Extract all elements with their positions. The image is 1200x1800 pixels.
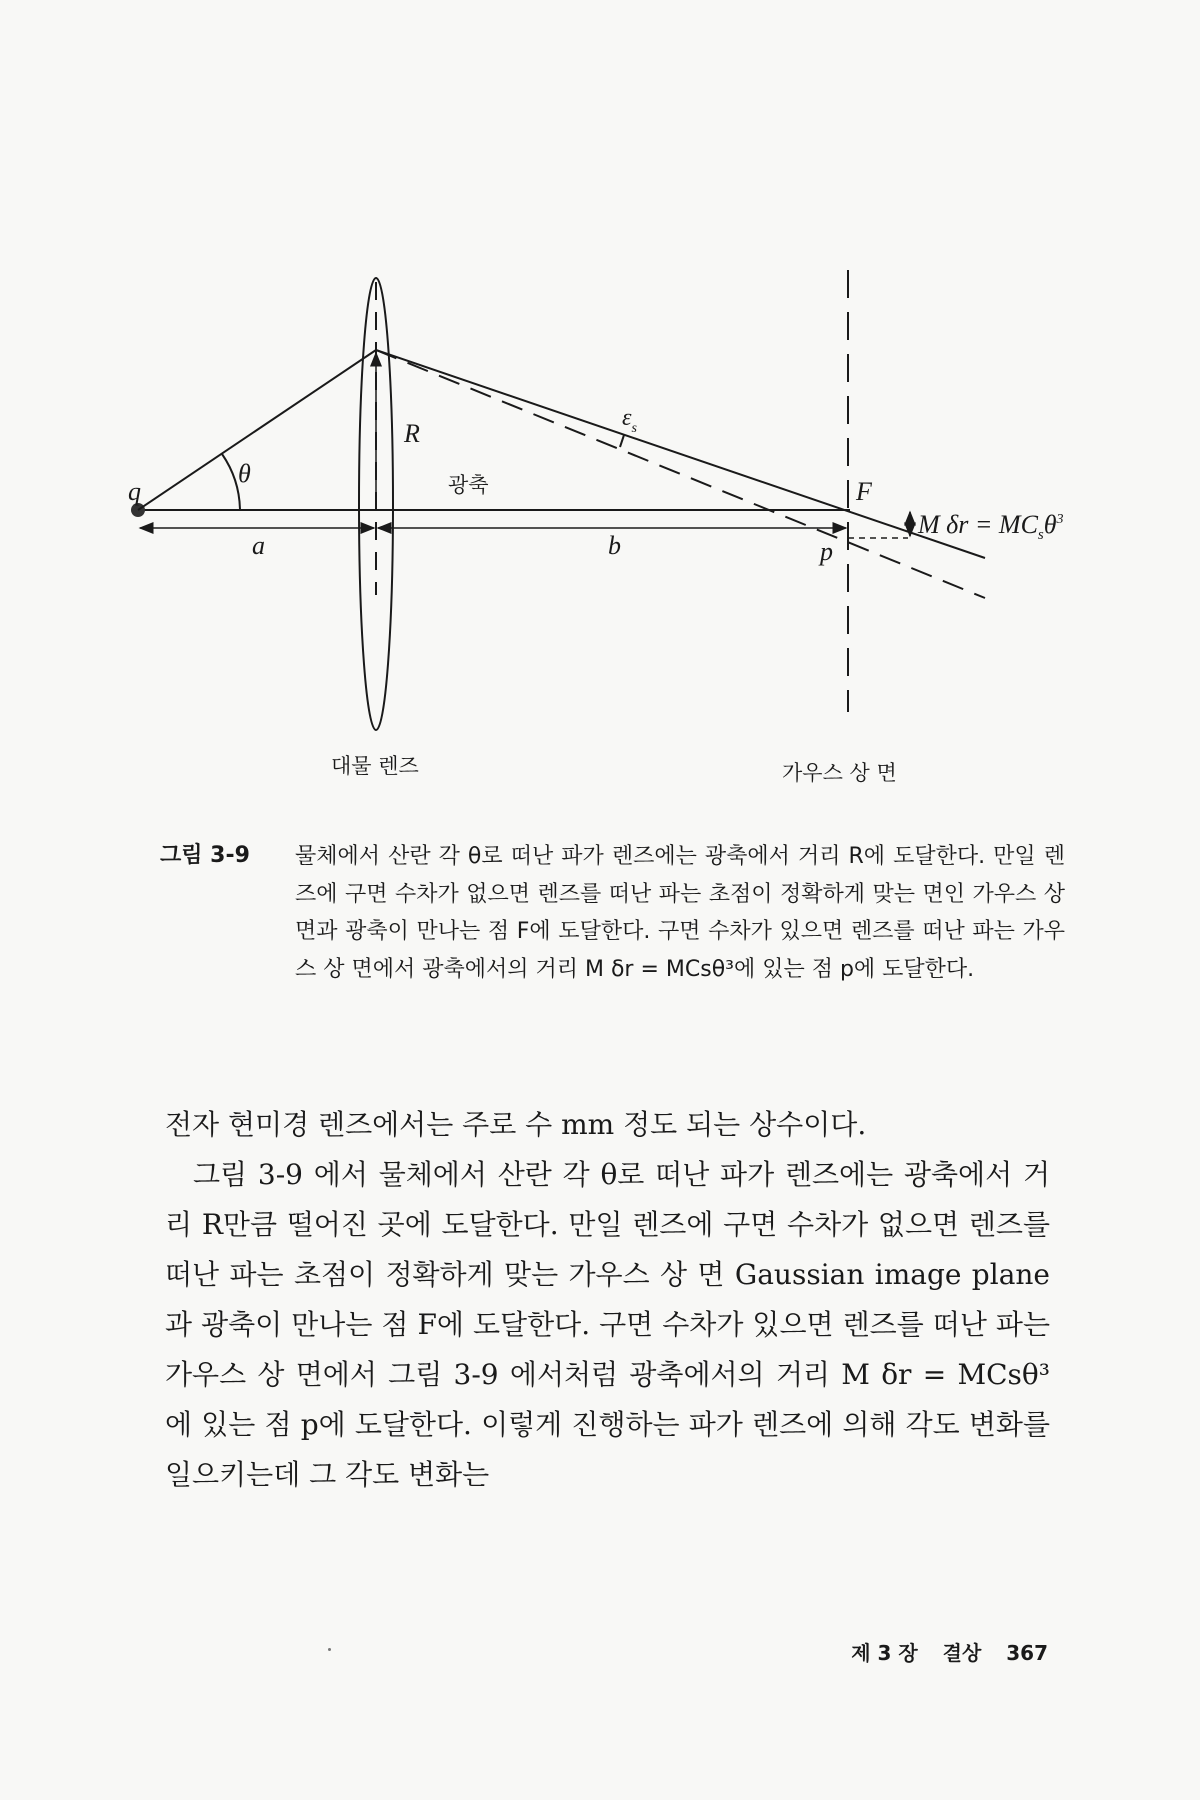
- caption-label: 그림 3-9: [160, 843, 250, 868]
- lens-diagram: [0, 0, 1200, 800]
- page-footer: [833, 1637, 1048, 1666]
- caption-paragraph: 물체에서 산란 각 θ로 떠난 파가 렌즈에는 광축에서 거리 R에 도달한다. 만일 렌즈에 구면 수차가 없으면 렌즈를 떠난 파는 초점이 정확하게 맞는 면인 가우스 상 면과 광축이 만나는 점 F에 도달한다. 구면 수차가 있으면 렌즈를 떠난 파는 가우스 상 면에서 광축에서의 거리 M δr = MCsθ³에 있는 점 p에 도달한다.: [295, 844, 1065, 982]
- label-gaussian-plane: 가우스 상 면: [782, 761, 897, 785]
- epsilon-marker: [620, 435, 624, 447]
- label-q: q: [128, 477, 141, 506]
- label-mdr: M $\delta r = MC_s\theta^3$: [918, 510, 1064, 543]
- body-text: [165, 1100, 1050, 1500]
- footer-title: 결상: [942, 1641, 982, 1665]
- label-optical-axis: 광축: [448, 473, 489, 497]
- aberrated-ray: [376, 350, 985, 558]
- label-a: a: [252, 531, 265, 560]
- body-paragraph-1: 전자 현미경 렌즈에서는 주로 수 mm 정도 되는 상수이다.: [165, 1108, 867, 1141]
- stray-dot: [328, 1648, 331, 1651]
- label-p: p: [820, 537, 833, 566]
- incoming-ray: [138, 350, 376, 510]
- label-R: R: [404, 419, 420, 448]
- body-paragraph-2: 그림 3-9 에서 물체에서 산란 각 θ로 떠난 파가 렌즈에는 광축에서 거리 R만큼 떨어진 곳에 도달한다. 만일 렌즈에 구면 수차가 없으면 렌즈를 떠난 파는 초점이 정확하게 맞는 가우스 상 면 Gaussian image plane 과 광축이 만나는 점 F에 도달한다. 구면 수차가 있으면 렌즈를 떠난 파는 가우스 상 면에서 그림 3-9 에서처럼 광축에서의 거리 M δr = MCsθ³에 있는 점 p에 도달한다. 이렇게 진행하는 파가 렌즈에 의해 각도 변화를 일으키는데 그 각도 변화는: [165, 1158, 1050, 1491]
- label-b: b: [608, 531, 621, 560]
- label-F: F: [856, 477, 872, 506]
- label-objective-lens: 대물 렌즈: [331, 754, 419, 778]
- footer-chapter: 제 3 장: [851, 1641, 918, 1665]
- label-theta: θ: [238, 459, 251, 488]
- caption-text: [295, 838, 1065, 988]
- footer-page-number: 367: [1006, 1641, 1048, 1665]
- label-epsilon: $\varepsilon_s$: [622, 405, 637, 436]
